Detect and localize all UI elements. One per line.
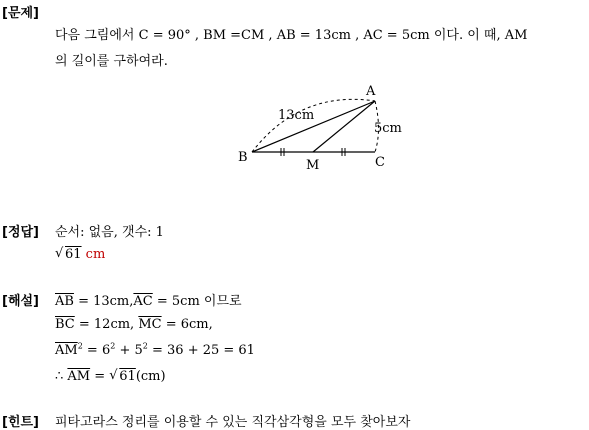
answer-unit: cm: [81, 247, 106, 262]
answer-line2: [55, 247, 105, 262]
answer-label: [정답]: [2, 225, 39, 240]
label-b: B: [238, 150, 248, 165]
problem-line1: 다음 그림에서 C = 90° , BM =CM , AB = 13cm , AC = 5cm 이다. 이 때, AM: [55, 28, 528, 43]
solution-line3: $\overline{AM}^2 = 6^2 + 5^2 = 36 + 25 = 61$: [55, 341, 255, 358]
hint-text: 피타고라스 정리를 이용할 수 있는 직각삼각형을 모두 찾아보자: [55, 415, 411, 430]
solution-line4: ∴ $\overline{AM}$ = √ 61(cm): [55, 369, 166, 384]
label-a: A: [366, 84, 376, 99]
problem-text-line2: 의 길이를 구하여라.: [55, 54, 168, 69]
answer-line1: 순서: 없음, 갯수: 1: [55, 225, 164, 240]
problem-text-line1: [55, 24, 527, 43]
segment-am: [313, 101, 375, 152]
label-ac-length: 5cm: [374, 121, 402, 136]
problem-label: [문제]: [2, 6, 39, 21]
solution-line1: $\overline{AB} = 13cm,\overline{AC} = 5cm$ 이므로: [55, 294, 242, 309]
solution-line2: $\overline{BC} = 12cm$, $\overline{MC} = 6cm$,: [55, 317, 213, 332]
label-c: C: [375, 155, 385, 170]
answer-sqrt: √ 61: [55, 247, 82, 262]
hint-label: [힌트]: [2, 415, 39, 430]
label-m: M: [306, 158, 320, 173]
solution-label: [해설]: [2, 294, 39, 309]
triangle-figure: [230, 75, 420, 185]
label-ab-length: 13cm: [278, 108, 315, 123]
